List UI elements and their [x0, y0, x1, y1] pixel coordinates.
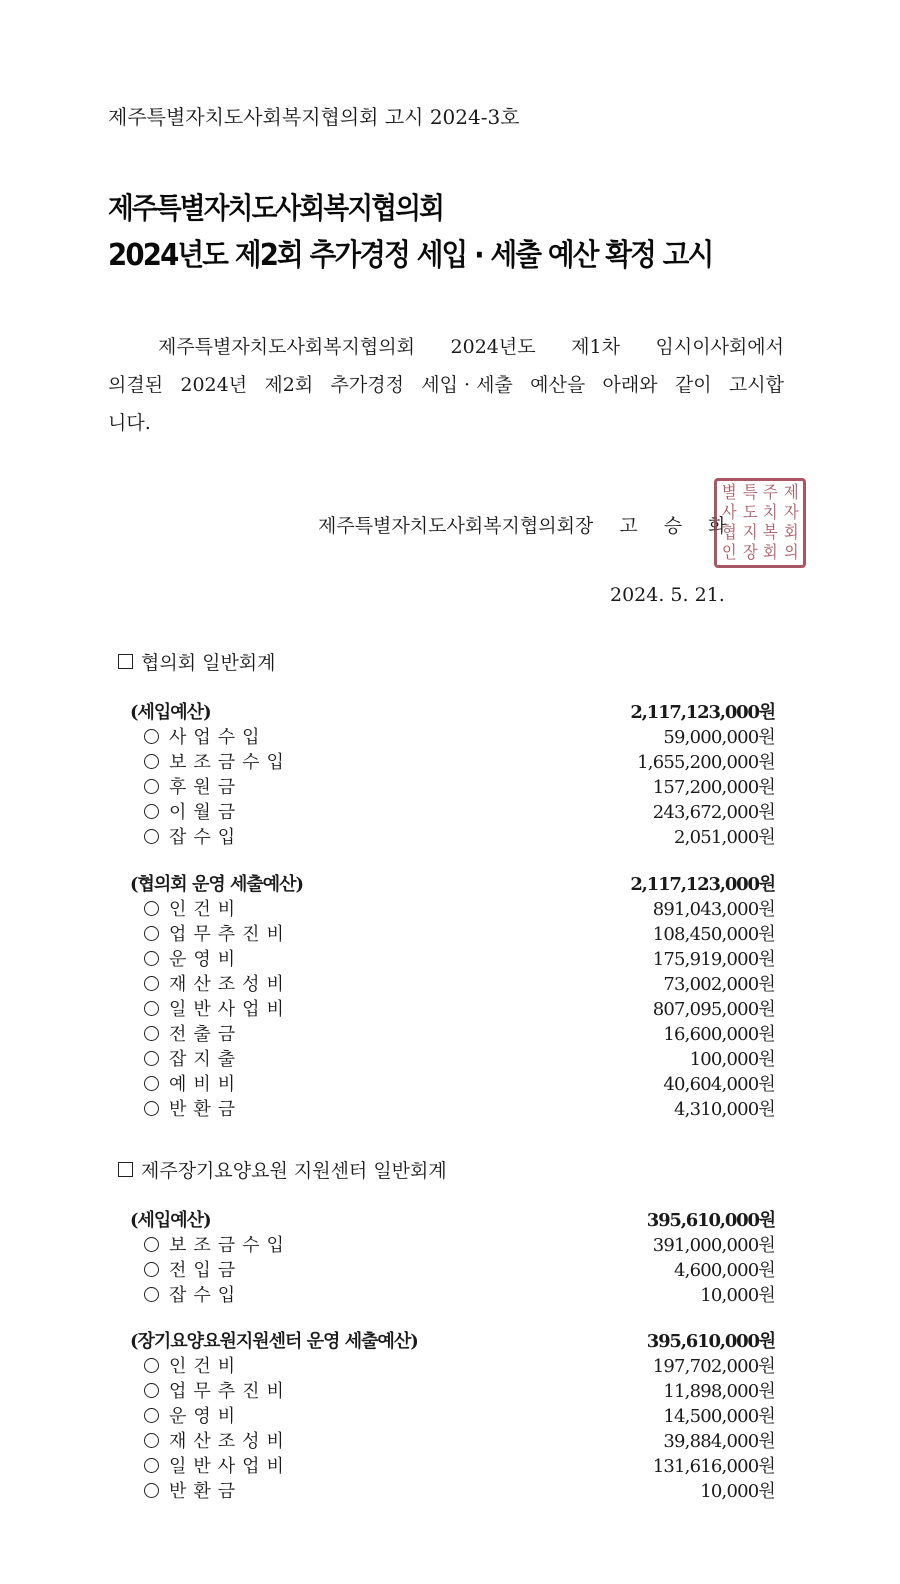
body-line-3: 니다. [108, 412, 151, 434]
square-bullet-icon [118, 1162, 133, 1177]
group-total-row: (세입예산) 395,610,000원 [130, 1210, 775, 1231]
circle-bullet-icon [144, 1287, 159, 1302]
circle-bullet-icon [144, 1383, 159, 1398]
section-heading: 협의회 일반회계 [118, 648, 276, 675]
square-bullet-icon [118, 654, 133, 669]
signer-name-2: 승 [663, 515, 683, 537]
official-seal-stamp: 별 특 주 제 사 도 치 자 협 지 복 회 인 장 회 의 [714, 478, 806, 568]
budget-row: 반환금 10,000원 [130, 1477, 775, 1502]
circle-bullet-icon [144, 779, 159, 794]
budget-row: 보조금수입 391,000,000원 [130, 1231, 775, 1256]
document-title: 2024년도 제2회 추가경정 세입 · 세출 예산 확정 고시 [108, 238, 713, 273]
budget-row: 인건비 197,702,000원 [130, 1352, 775, 1377]
budget-row: 이월금 243,672,000원 [130, 798, 775, 823]
budget-row: 잡지출 100,000원 [130, 1045, 775, 1070]
circle-bullet-icon [144, 901, 159, 916]
budget-group-revenue [130, 698, 775, 848]
body-paragraph [108, 328, 784, 442]
circle-bullet-icon [144, 1051, 159, 1066]
budget-row: 업무추진비 108,450,000원 [130, 920, 775, 945]
budget-row: 사업수입 59,000,000원 [130, 723, 775, 748]
budget-group-expenditure [130, 1327, 775, 1502]
budget-row: 인건비 891,043,000원 [130, 895, 775, 920]
circle-bullet-icon [144, 1483, 159, 1498]
circle-bullet-icon [144, 1262, 159, 1277]
circle-bullet-icon [144, 1101, 159, 1116]
circle-bullet-icon [144, 1237, 159, 1252]
budget-row: 재산조성비 39,884,000원 [130, 1427, 775, 1452]
document-title-org: 제주특별자치도사회복지협의회 [108, 191, 444, 225]
circle-bullet-icon [144, 951, 159, 966]
circle-bullet-icon [144, 1076, 159, 1091]
budget-row: 잡수입 2,051,000원 [130, 823, 775, 848]
budget-row: 반환금 4,310,000원 [130, 1095, 775, 1120]
group-total-row: (세입예산) 2,117,123,000원 [130, 702, 775, 723]
group-total-row: (협의회 운영 세출예산) 2,117,123,000원 [130, 874, 775, 895]
signer [318, 511, 727, 538]
budget-row: 전출금 16,600,000원 [130, 1020, 775, 1045]
budget-row: 예비비 40,604,000원 [130, 1070, 775, 1095]
budget-row: 운영비 14,500,000원 [130, 1402, 775, 1427]
circle-bullet-icon [144, 1358, 159, 1373]
signer-title: 제주특별자치도사회복지협의회장 [318, 515, 594, 537]
circle-bullet-icon [144, 1026, 159, 1041]
budget-row: 보조금수입 1,655,200,000원 [130, 748, 775, 773]
budget-group-expenditure [130, 870, 775, 1120]
body-line-1: 제주특별자치도사회복지협의회 2024년도 제1차 임시이사회에서 [158, 336, 784, 358]
notice-date: 2024. 5. 21. [610, 584, 725, 606]
signer-name-1: 고 [619, 515, 638, 537]
budget-row: 운영비 175,919,000원 [130, 945, 775, 970]
circle-bullet-icon [144, 829, 159, 844]
budget-row: 업무추진비 11,898,000원 [130, 1377, 775, 1402]
circle-bullet-icon [144, 1001, 159, 1016]
budget-row: 일반사업비 131,616,000원 [130, 1452, 775, 1477]
section-heading: 제주장기요양요원 지원센터 일반회계 [118, 1156, 447, 1183]
budget-row: 전입금 4,600,000원 [130, 1256, 775, 1281]
body-line-2: 의결된 2024년 제2회 추가경정 세입 · 세출 예산을 아래와 같이 고시합 [108, 374, 784, 396]
budget-row: 후원금 157,200,000원 [130, 773, 775, 798]
circle-bullet-icon [144, 754, 159, 769]
circle-bullet-icon [144, 1408, 159, 1423]
signer-name-3: 화 [708, 515, 727, 537]
budget-row: 일반사업비 807,095,000원 [130, 995, 775, 1020]
circle-bullet-icon [144, 1458, 159, 1473]
circle-bullet-icon [144, 926, 159, 941]
budget-group-revenue [130, 1206, 775, 1306]
group-total-row: (장기요양요원지원센터 운영 세출예산) 395,610,000원 [130, 1331, 775, 1352]
circle-bullet-icon [144, 729, 159, 744]
circle-bullet-icon [144, 1433, 159, 1448]
budget-row: 잡수입 10,000원 [130, 1281, 775, 1306]
budget-row: 재산조성비 73,002,000원 [130, 970, 775, 995]
notice-number: 제주특별자치도사회복지협의회 고시 2024-3호 [108, 105, 520, 129]
circle-bullet-icon [144, 976, 159, 991]
circle-bullet-icon [144, 804, 159, 819]
